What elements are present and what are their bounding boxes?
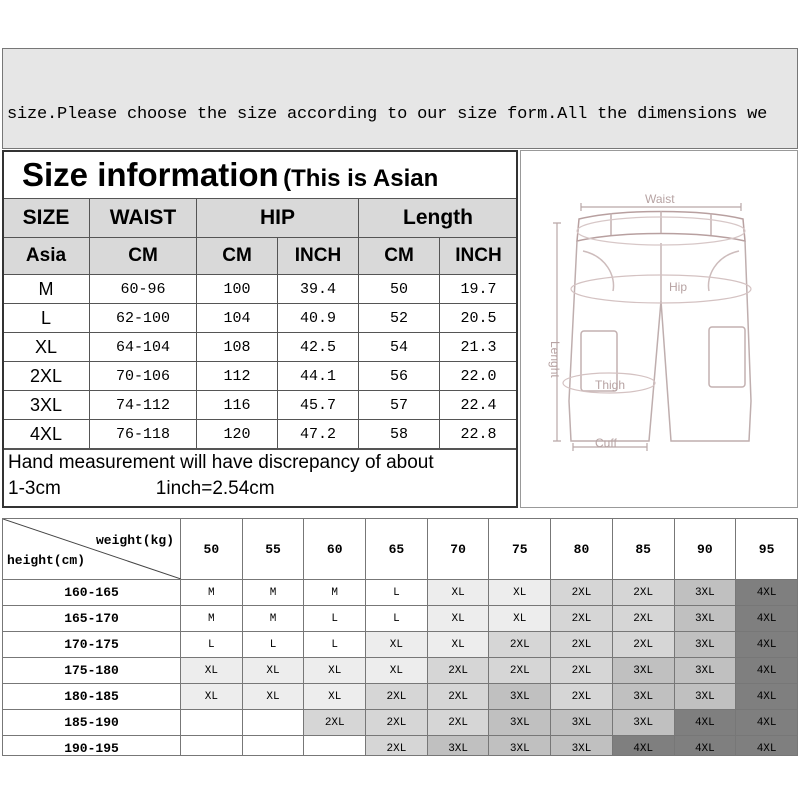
subheader-hip-inch: INCH <box>278 238 359 275</box>
header-length: Length <box>359 199 518 238</box>
recommended-size-cell: L <box>366 606 428 632</box>
weight-header-cell: 95 <box>736 519 798 580</box>
recommended-size-cell: XL <box>242 684 304 710</box>
recommended-size-cell: XL <box>242 658 304 684</box>
recommended-size-cell: 3XL <box>551 736 613 757</box>
height-range-cell: 180-185 <box>3 684 181 710</box>
height-range-cell: 160-165 <box>3 580 181 606</box>
recommended-size-cell: 2XL <box>551 658 613 684</box>
recommended-size-cell: 2XL <box>427 684 489 710</box>
size-cell: 76-118 <box>90 420 197 449</box>
recommended-size-cell: 3XL <box>489 710 551 736</box>
size-cell: 44.1 <box>278 362 359 391</box>
recommended-size-cell: 3XL <box>551 710 613 736</box>
height-range-cell: 185-190 <box>3 710 181 736</box>
recommended-size-cell: 2XL <box>427 658 489 684</box>
size-row <box>3 391 518 420</box>
recommended-size-cell: L <box>242 632 304 658</box>
size-cell: 40.9 <box>278 304 359 333</box>
weight-header-cell: 70 <box>427 519 489 580</box>
corner-diagonal-line <box>3 519 181 579</box>
size-cell: 50 <box>359 275 440 304</box>
size-cell: 64-104 <box>90 333 197 362</box>
recommended-size-cell: 3XL <box>674 658 736 684</box>
table-corner-cell <box>3 519 181 580</box>
size-cell: 108 <box>197 333 278 362</box>
diagram-label-cuff: Cuff <box>595 436 617 450</box>
size-cell: 52 <box>359 304 440 333</box>
size-cell: 21.3 <box>440 333 518 362</box>
recommended-size-cell: 3XL <box>489 736 551 757</box>
size-cell: 116 <box>197 391 278 420</box>
height-row <box>3 684 798 710</box>
height-row <box>3 736 798 757</box>
recommended-size-cell: L <box>304 606 366 632</box>
recommended-size-cell: 2XL <box>551 684 613 710</box>
intro-text <box>2 48 798 149</box>
recommended-size-cell: 4XL <box>674 736 736 757</box>
recommended-size-cell: 2XL <box>366 710 428 736</box>
height-row <box>3 632 798 658</box>
size-cell: 100 <box>197 275 278 304</box>
size-table <box>2 198 518 449</box>
size-cell: 62-100 <box>90 304 197 333</box>
size-table-subheader <box>3 238 518 275</box>
recommended-size-cell: XL <box>489 580 551 606</box>
header-hip: HIP <box>197 199 359 238</box>
header-waist: WAIST <box>90 199 197 238</box>
recommended-size-cell: 2XL <box>612 606 674 632</box>
recommended-size-cell: 2XL <box>304 710 366 736</box>
size-row <box>3 304 518 333</box>
weight-header-cell: 85 <box>612 519 674 580</box>
recommended-size-cell: 2XL <box>427 710 489 736</box>
height-row <box>3 580 798 606</box>
measurement-note <box>4 449 516 502</box>
size-cell: 45.7 <box>278 391 359 420</box>
size-row <box>3 362 518 391</box>
height-range-cell: 165-170 <box>3 606 181 632</box>
recommended-size-cell: 2XL <box>366 684 428 710</box>
height-row <box>3 658 798 684</box>
size-cell: 112 <box>197 362 278 391</box>
shorts-measurement-diagram <box>520 150 798 508</box>
diagram-label-waist: Waist <box>645 192 675 206</box>
recommended-size-cell: M <box>181 606 243 632</box>
recommended-size-cell <box>181 710 243 736</box>
recommended-size-cell: 4XL <box>736 710 798 736</box>
weight-header-row <box>3 519 798 580</box>
size-cell: 22.0 <box>440 362 518 391</box>
recommended-size-cell: XL <box>366 632 428 658</box>
size-cell: 22.4 <box>440 391 518 420</box>
size-cell: 4XL <box>3 420 90 449</box>
recommended-size-cell <box>181 736 243 757</box>
size-cell: 22.8 <box>440 420 518 449</box>
recommended-size-cell: XL <box>427 606 489 632</box>
note-line: Hand measurement will have discrepancy of about <box>8 452 434 473</box>
recommended-size-cell: 3XL <box>674 580 736 606</box>
subheader-asia: Asia <box>3 238 90 275</box>
subheader-hip-cm: CM <box>197 238 278 275</box>
size-cell: M <box>3 275 90 304</box>
recommended-size-cell: 3XL <box>674 684 736 710</box>
shorts-illustration <box>521 151 797 507</box>
recommended-size-cell: 2XL <box>366 736 428 757</box>
recommended-size-cell: M <box>304 580 366 606</box>
recommended-size-cell: 2XL <box>551 580 613 606</box>
size-cell: 60-96 <box>90 275 197 304</box>
weight-height-table <box>2 518 798 756</box>
recommended-size-cell: 4XL <box>736 684 798 710</box>
recommended-size-cell: 4XL <box>736 736 798 757</box>
weight-header-cell: 90 <box>674 519 736 580</box>
recommended-size-cell: 4XL <box>736 658 798 684</box>
weight-height-size-chart <box>2 518 798 756</box>
diagram-label-length: Lenght <box>548 341 562 378</box>
recommended-size-cell: XL <box>366 658 428 684</box>
weight-header-cell: 65 <box>366 519 428 580</box>
size-row <box>3 275 518 304</box>
recommended-size-cell: 4XL <box>736 580 798 606</box>
size-cell: 39.4 <box>278 275 359 304</box>
recommended-size-cell: 3XL <box>612 658 674 684</box>
weight-header-cell: 55 <box>242 519 304 580</box>
height-row <box>3 606 798 632</box>
size-title <box>4 152 516 198</box>
weight-header-cell: 50 <box>181 519 243 580</box>
header-size: SIZE <box>3 199 90 238</box>
recommended-size-cell: 4XL <box>612 736 674 757</box>
recommended-size-cell: XL <box>427 580 489 606</box>
size-cell: 74-112 <box>90 391 197 420</box>
size-cell: 3XL <box>3 391 90 420</box>
recommended-size-cell: XL <box>181 684 243 710</box>
recommended-size-cell: 2XL <box>551 632 613 658</box>
recommended-size-cell: 3XL <box>612 684 674 710</box>
size-cell: 42.5 <box>278 333 359 362</box>
recommended-size-cell: L <box>181 632 243 658</box>
height-range-cell: 170-175 <box>3 632 181 658</box>
recommended-size-cell: 2XL <box>551 606 613 632</box>
recommended-size-cell: 3XL <box>674 606 736 632</box>
recommended-size-cell: 2XL <box>612 580 674 606</box>
recommended-size-cell: XL <box>304 684 366 710</box>
recommended-size-cell: 3XL <box>489 684 551 710</box>
size-cell: XL <box>3 333 90 362</box>
recommended-size-cell: 4XL <box>736 632 798 658</box>
size-row <box>3 420 518 449</box>
size-cell: 56 <box>359 362 440 391</box>
recommended-size-cell: L <box>366 580 428 606</box>
size-information-table <box>2 150 518 508</box>
subheader-length-cm: CM <box>359 238 440 275</box>
recommended-size-cell: L <box>304 632 366 658</box>
size-cell: L <box>3 304 90 333</box>
size-cell: 57 <box>359 391 440 420</box>
recommended-size-cell: XL <box>427 632 489 658</box>
diagram-label-hip: Hip <box>669 280 688 294</box>
recommended-size-cell: XL <box>304 658 366 684</box>
size-cell: 58 <box>359 420 440 449</box>
height-range-cell: 190-195 <box>3 736 181 757</box>
size-title-main: Size information <box>22 156 279 193</box>
recommended-size-cell: XL <box>489 606 551 632</box>
recommended-size-cell: M <box>242 606 304 632</box>
diagram-label-thigh: Thigh <box>595 378 626 392</box>
size-row <box>3 333 518 362</box>
size-cell: 104 <box>197 304 278 333</box>
size-table-header <box>3 199 518 238</box>
weight-axis-label: weight(kg) <box>95 533 174 548</box>
size-cell: 54 <box>359 333 440 362</box>
recommended-size-cell: M <box>181 580 243 606</box>
weight-header-cell: 75 <box>489 519 551 580</box>
recommended-size-cell: 4XL <box>674 710 736 736</box>
size-cell: 120 <box>197 420 278 449</box>
height-axis-label: height(cm) <box>7 553 86 568</box>
recommended-size-cell: 3XL <box>674 632 736 658</box>
recommended-size-cell <box>304 736 366 757</box>
size-cell: 19.7 <box>440 275 518 304</box>
size-cell: 20.5 <box>440 304 518 333</box>
recommended-size-cell: 2XL <box>489 658 551 684</box>
weight-header-cell: 60 <box>304 519 366 580</box>
recommended-size-cell: 4XL <box>736 606 798 632</box>
size-cell: 70-106 <box>90 362 197 391</box>
height-row <box>3 710 798 736</box>
recommended-size-cell <box>242 736 304 757</box>
recommended-size-cell <box>242 710 304 736</box>
note-line: 1-3cm 1inch=2.54cm <box>8 478 275 499</box>
size-cell: 47.2 <box>278 420 359 449</box>
recommended-size-cell: M <box>242 580 304 606</box>
size-title-note: (This is Asian <box>283 165 439 192</box>
height-range-cell: 175-180 <box>3 658 181 684</box>
recommended-size-cell: 3XL <box>612 710 674 736</box>
recommended-size-cell: 2XL <box>612 632 674 658</box>
recommended-size-cell: XL <box>181 658 243 684</box>
intro-line: size.Please choose the size according to our size form.All the dimensions we <box>7 105 768 124</box>
subheader-length-inch: INCH <box>440 238 518 275</box>
size-cell: 2XL <box>3 362 90 391</box>
recommended-size-cell: 2XL <box>489 632 551 658</box>
recommended-size-cell: 3XL <box>427 736 489 757</box>
subheader-waist-cm: CM <box>90 238 197 275</box>
weight-header-cell: 80 <box>551 519 613 580</box>
